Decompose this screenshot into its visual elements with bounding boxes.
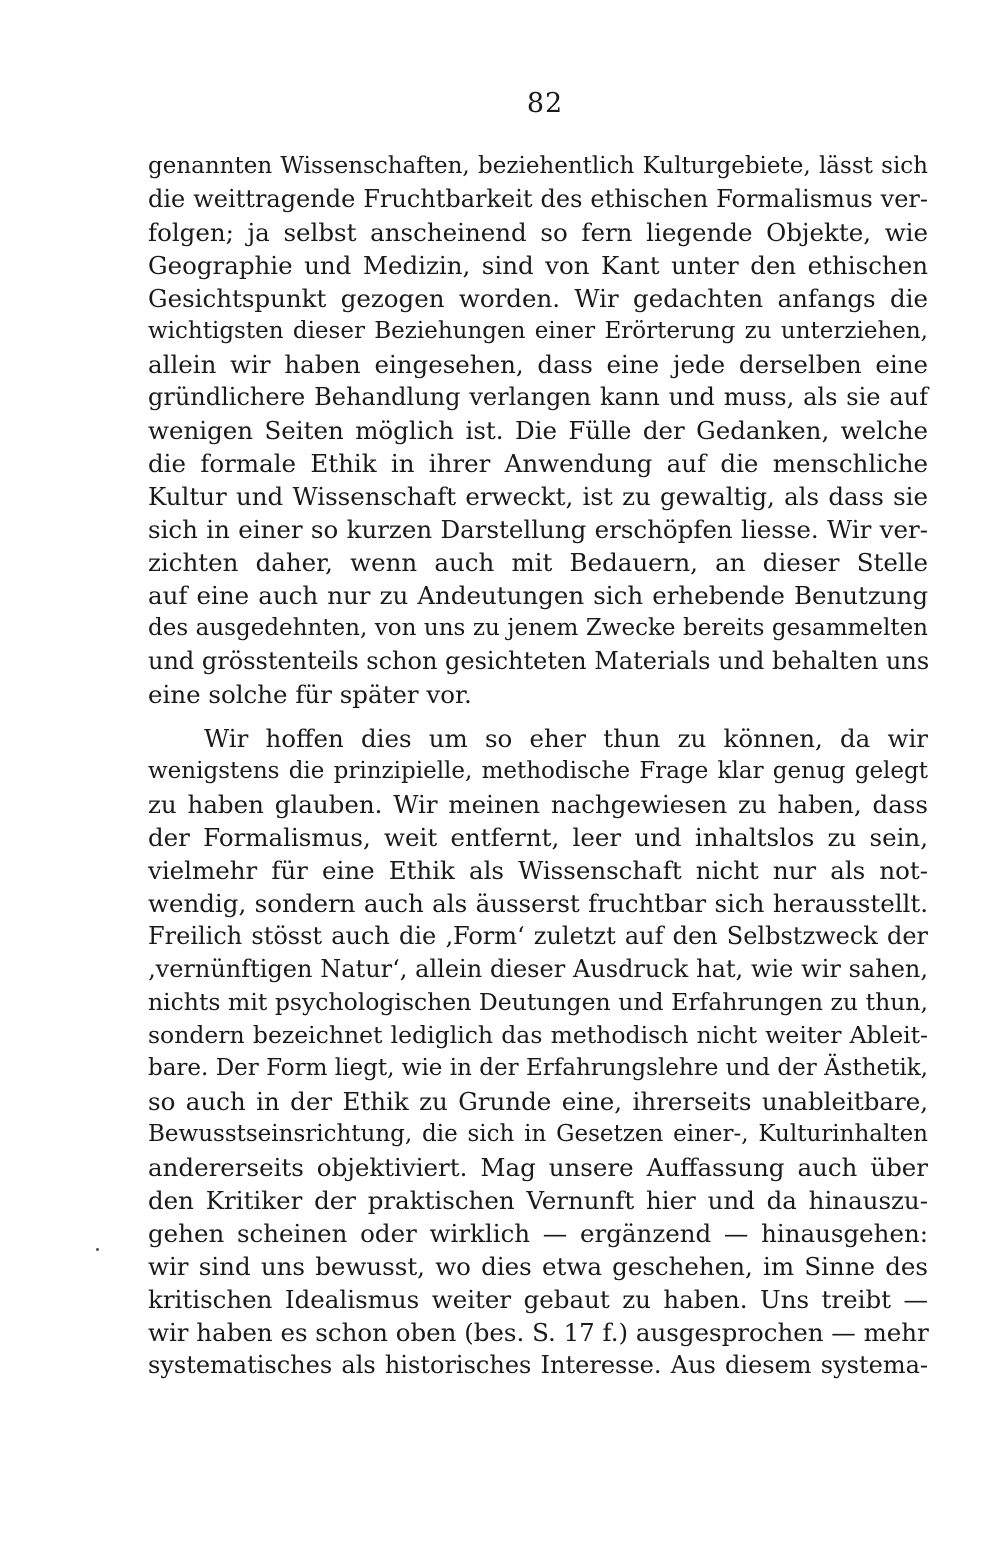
text-line: systematisches als historisches Interesse. Aus diesem systema- (148, 1351, 928, 1379)
text-line: die weittragende Fruchtbarkeit des ethischen Formalismus ver- (148, 185, 928, 213)
text-line: allein wir haben eingesehen, dass eine jede derselben eine (148, 350, 928, 379)
text-line: andererseits objektiviert. Mag unsere Auffassung auch über (148, 1153, 928, 1182)
text-line: Geographie und Medizin, sind von Kant unter den ethischen (148, 251, 928, 280)
text-line: den Kritiker der praktischen Vernunft hier und da hinauszu- (148, 1186, 928, 1215)
text-line: folgen; ja selbst anscheinend so fern liegende Objekte, wie (148, 218, 928, 247)
text-line: so auch in der Ethik zu Grunde eine, ihrerseits unableitbare, (148, 1087, 928, 1116)
text-line: sondern bezeichnet lediglich das methodisch nicht weiter Ableit- (148, 1021, 928, 1049)
text-line: des ausgedehnten, von uns zu jenem Zwecke bereits gesammelten (148, 615, 928, 641)
text-line: sich in einer so kurzen Darstellung erschöpfen liesse. Wir ver- (148, 515, 928, 544)
text-line: vielmehr für eine Ethik als Wissenschaft nicht nur als not- (148, 856, 928, 885)
text-line: bare. Der Form liegt, wie in der Erfahrungslehre und der Ästhetik, (148, 1055, 928, 1081)
text-line: zichten daher, wenn auch mit Bedauern, an dieser Stelle (148, 548, 928, 577)
paragraph-2 (148, 722, 928, 1382)
text-line: auf eine auch nur zu Andeutungen sich erhebende Benutzung (148, 581, 928, 610)
text-line: gehen scheinen oder wirklich — ergänzend — hinausgehen: (148, 1219, 928, 1248)
page-number: 82 (526, 88, 564, 119)
text-line: Gesichtspunkt gezogen worden. Wir gedachten anfangs die (148, 284, 928, 313)
text-line: Wir hoffen dies um so eher thun zu können, da wir (204, 724, 928, 753)
text-line: wendig, sondern auch als äusserst fruchtbar sich herausstellt. (148, 889, 928, 918)
text-line: die formale Ethik in ihrer Anwendung auf die menschliche (148, 449, 928, 478)
text-line: genannten Wissenschaften, beziehentlich Kulturgebiete, lässt sich (148, 153, 928, 179)
text-line: der Formalismus, weit entfernt, leer und inhaltslos zu sein, (148, 823, 928, 852)
text-line: eine solche für später vor. (148, 680, 472, 709)
text-line: Bewusstseinsrichtung, die sich in Gesetzen einer-, Kulturinhalten (148, 1121, 928, 1147)
text-line: ‚vernünftigen Natur‘, allein dieser Ausdruck hat, wie wir sahen, (148, 955, 928, 983)
text-line: und grösstenteils schon gesichteten Materials und behalten uns (148, 647, 930, 675)
text-line: wenigstens die prinzipielle, methodische Frage klar genug gelegt (148, 758, 928, 784)
text-line: kritischen Idealismus weiter gebaut zu haben. Uns treibt — (148, 1285, 928, 1314)
text-line: gründlichere Behandlung verlangen kann und muss, als sie auf (148, 383, 928, 411)
scan-speck (96, 1248, 99, 1251)
text-line: zu haben glauben. Wir meinen nachgewiesen zu haben, dass (148, 790, 928, 819)
text-line: Freilich stösst auch die ‚Form‘ zuletzt auf den Selbstzweck der (148, 922, 928, 950)
text-line: Kultur und Wissenschaft erweckt, ist zu gewaltig, als dass sie (148, 482, 928, 511)
text-line: wir sind uns bewusst, wo dies etwa geschehen, im Sinne des (148, 1252, 928, 1281)
text-line: nichts mit psychologischen Deutungen und Erfahrungen zu thun, (148, 988, 928, 1016)
text-line: wir haben es schon oben (bes. S. 17 f.) ausgesprochen — mehr (148, 1318, 929, 1347)
text-line: wichtigsten dieser Beziehungen einer Erörterung zu unterziehen, (148, 318, 928, 344)
paragraph-1 (148, 150, 928, 711)
text-line: wenigen Seiten möglich ist. Die Fülle der Gedanken, welche (148, 416, 928, 445)
